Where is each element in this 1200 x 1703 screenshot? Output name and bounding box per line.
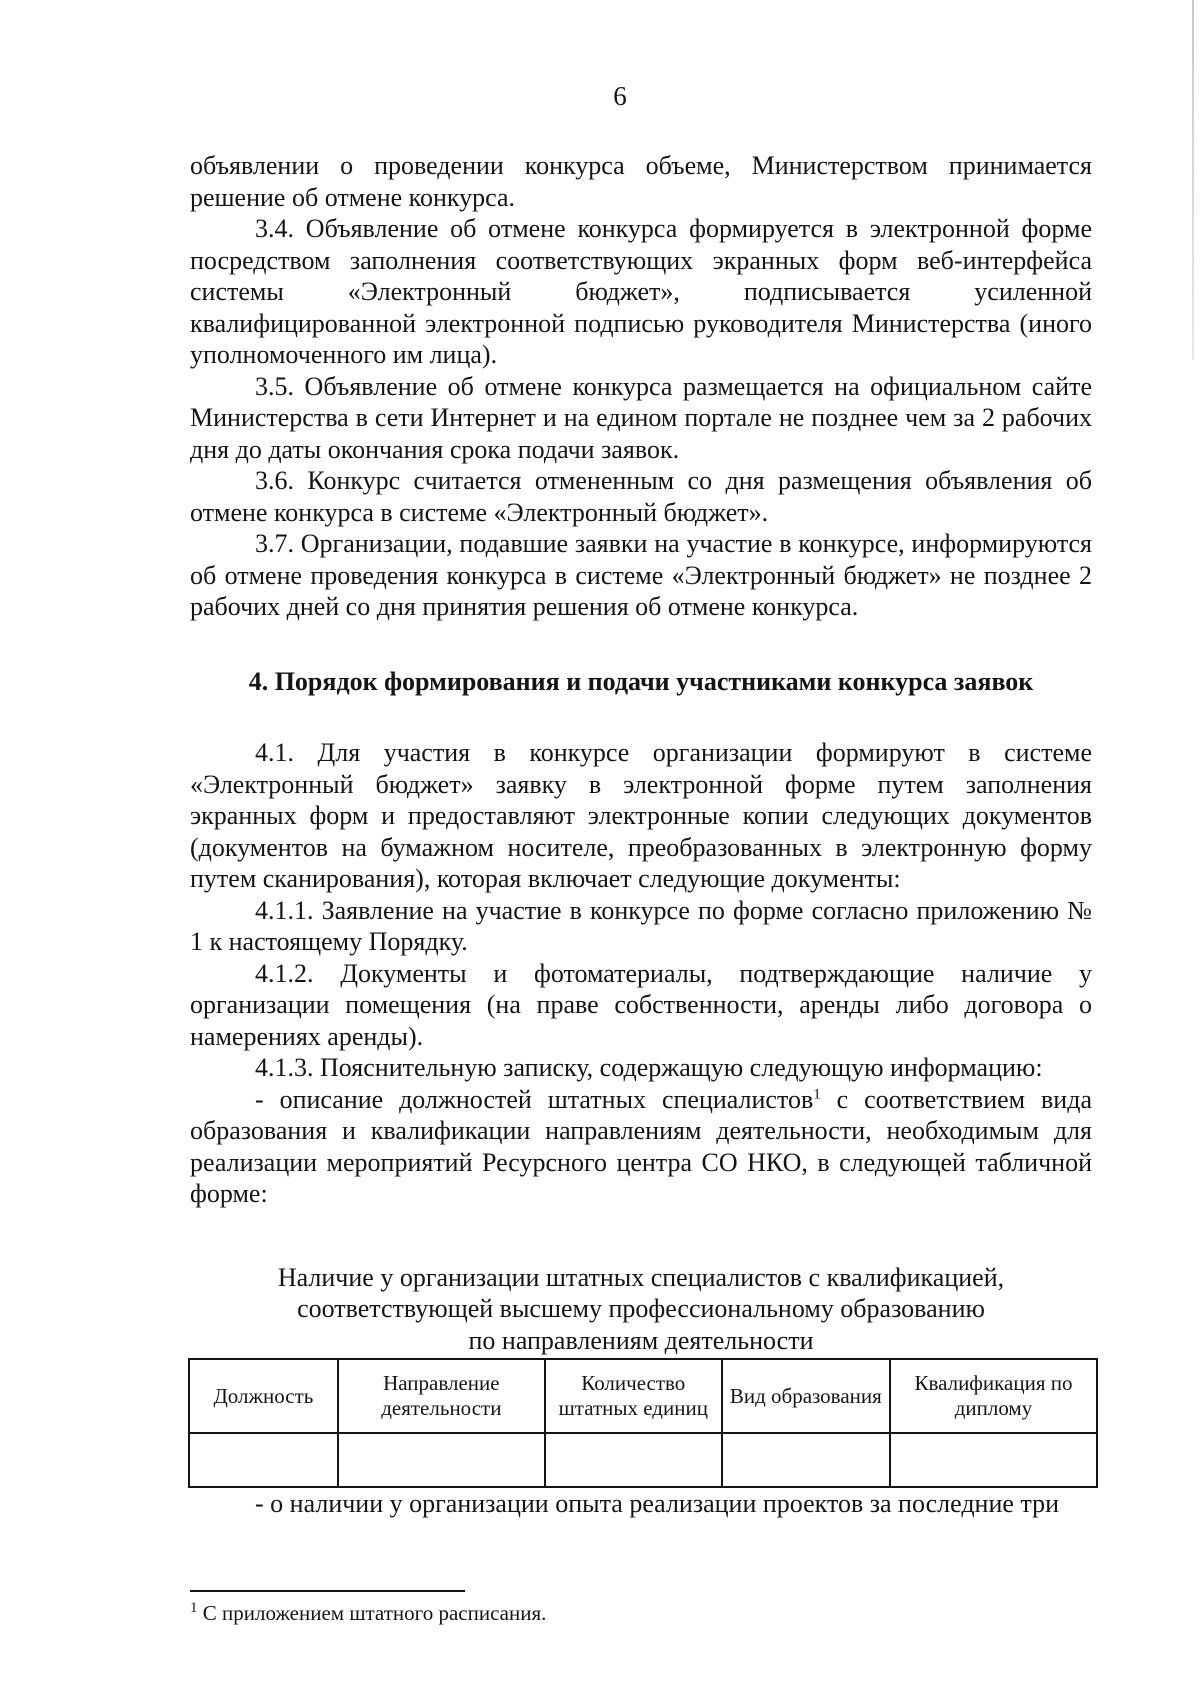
- footnote-mark: 1: [190, 1600, 198, 1616]
- paragraph-3-7: 3.7. Организации, подавшие заявки на участие в конкурсе, информируются об отмене проведения конкурса в системе «Электронный бюджет» не позднее 2 рабочих дней со дня принятия решения об отмене конкурса.: [190, 529, 1092, 621]
- paragraph-4-1-3: 4.1.3. Пояснительную записку, содержащую следующую информацию:: [255, 1053, 1043, 1082]
- bullet-experience: - о наличии у организации опыта реализации проектов за последние три: [255, 1489, 1060, 1518]
- table-caption-line: соответствующей высшему профессиональному образованию: [297, 1294, 985, 1323]
- table-header-cell: Направление деятельности: [338, 1359, 545, 1433]
- table-header-cell: Квалификация по диплому: [890, 1359, 1097, 1433]
- footnote-divider: [190, 1590, 465, 1592]
- bullet-staff-text-rest: с соответствием вида образования и квалификации направлениям деятельности, необходимым для реализации мероприятий Ресурсного центра СО НКО, в следующей табличной форме:: [190, 1084, 1092, 1208]
- paragraph-4-1-1: 4.1.1. Заявление на участие в конкурсе по форме согласно приложению № 1 к настоящему Порядку.: [190, 895, 1092, 956]
- table-row: [189, 1433, 1097, 1487]
- paragraph-3-5: 3.5. Объявление об отмене конкурса размещается на официальном сайте Министерства в сети Интернет и на едином портале не позднее чем за 2 рабочих дня до даты окончания срока подачи заявок.: [190, 371, 1092, 464]
- scan-edge: [1192, 0, 1194, 360]
- table-caption-line: Наличие у организации штатных специалистов с квалификацией,: [277, 1262, 1005, 1292]
- table-caption: [190, 1262, 1092, 1357]
- staff-table: [188, 1358, 1098, 1488]
- bullet-staff-text: - описание должностей штатных специалистов: [255, 1084, 814, 1114]
- table-cell: [722, 1433, 890, 1487]
- section-heading: 4. Порядок формирования и подачи участниками конкурса заявок: [248, 666, 1034, 696]
- page-number: 6: [613, 81, 627, 111]
- footnote-reference[interactable]: 1: [813, 1085, 821, 1102]
- table-caption-line: по направлениям деятельности: [468, 1325, 814, 1355]
- table-cell: [338, 1433, 545, 1487]
- table-header-cell: Должность: [189, 1359, 338, 1433]
- table-header-cell: Количество штатных единиц: [545, 1359, 722, 1433]
- bullet-staff-description: [190, 1084, 1092, 1210]
- table-cell: [189, 1433, 338, 1487]
- table-header-cell: Вид образования: [722, 1359, 890, 1433]
- table-cell: [890, 1433, 1097, 1487]
- table-header-row: [189, 1359, 1097, 1433]
- footnote: [190, 1600, 546, 1626]
- paragraph-3-6: 3.6. Конкурс считается отмененным со дня размещения объявления об отмене конкурса в системе «Электронный бюджет».: [190, 466, 1092, 527]
- document-body: [190, 150, 1092, 1520]
- paragraph-4-1-2: 4.1.2. Документы и фотоматериалы, подтверждающие наличие у организации помещения (на праве собственности, аренды либо договора о намерениях аренды).: [190, 958, 1092, 1051]
- paragraph-4-1: 4.1. Для участия в конкурсе организации формируют в системе «Электронный бюджет» заявку в электронной форме путем заполнения экранных форм и предоставляют электронные копии следующих документов (документов на бумажном носителе, преобразованных в электронную форму путем сканирования), которая включает следующие документы:: [190, 738, 1092, 893]
- footnote-text: С приложением штатного расписания.: [197, 1601, 547, 1625]
- table-cell: [545, 1433, 722, 1487]
- paragraph-3-4: 3.4. Объявление об отмене конкурса формируется в электронной форме посредством заполнения соответствующих экранных форм веб-интерфейса системы «Электронный бюджет», подписывается усиленной квалифицированной электронной подписью руководителя Министерства (иного уполномоченного им лица).: [190, 214, 1092, 369]
- paragraph-continuation: объявлении о проведении конкурса объеме, Министерством принимается решение об отмене конкурса.: [190, 151, 1092, 212]
